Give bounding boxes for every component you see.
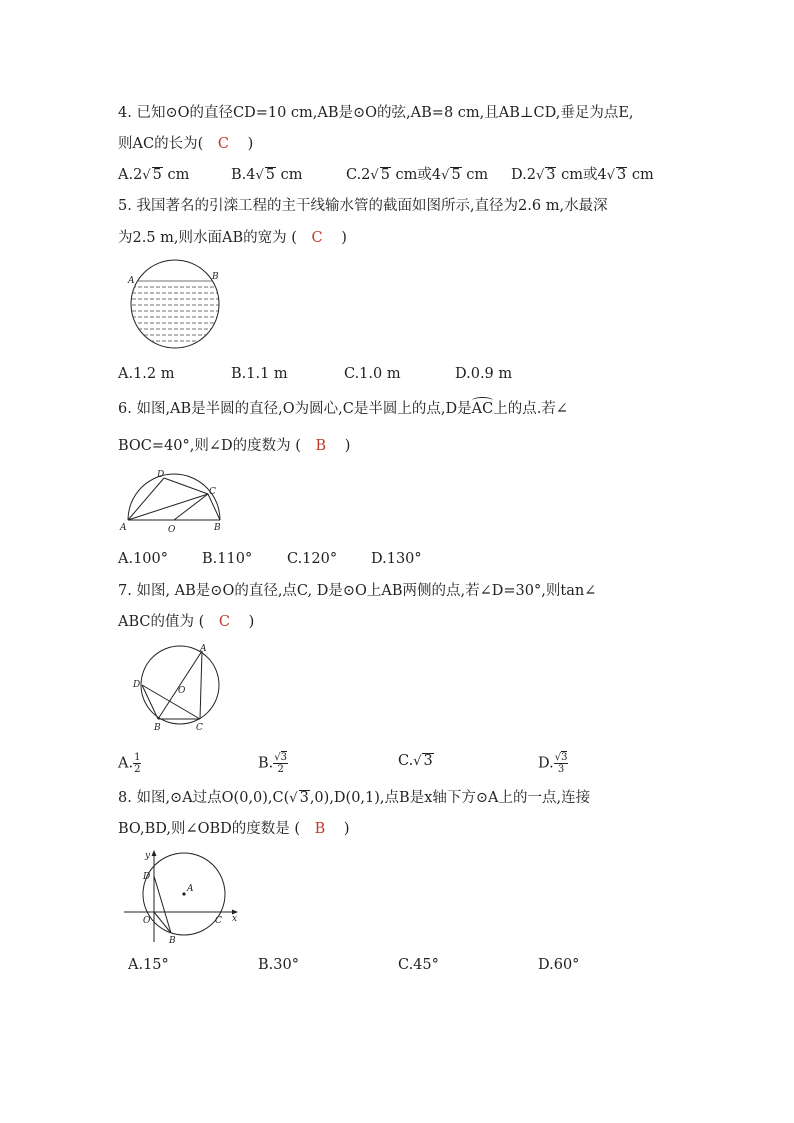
q5-option-a: A.1.2 m — [118, 366, 175, 382]
q8-label-y: y — [145, 851, 151, 861]
q7-circle-figure — [128, 643, 238, 743]
q7-opt-b-numerator: √3 — [274, 752, 288, 763]
q4-option-c — [346, 166, 488, 185]
q6-label-o: O — [168, 525, 176, 535]
q4-option-b — [231, 166, 303, 185]
q5-label-a: A — [128, 276, 135, 286]
q8-answer: B — [314, 821, 326, 837]
radical-sign-icon: √ — [413, 754, 422, 769]
q8-label-a: A — [187, 884, 194, 894]
q7-stem-line1: 7. 如图, AB是⊙O的直径,点C, D是⊙O上AB两侧的点,若∠D=30°,则tan∠ — [118, 583, 597, 599]
q5-answer: C — [311, 230, 323, 246]
q7-opt-d-letter: D. — [538, 755, 554, 772]
q4-opt-d-coef: D.2 — [511, 167, 536, 183]
q7-opt-c-letter: C. — [398, 753, 414, 769]
q5-stem-text: 为2.5 m,则水面AB的宽为 ( — [118, 230, 297, 246]
q7-opt-b-denominator: 2 — [277, 764, 284, 775]
radical-sign-icon: √ — [441, 168, 450, 183]
diameter-ab — [158, 651, 202, 719]
q7-opt-a-numerator: 1 — [134, 752, 141, 763]
y-axis-arrow-icon — [152, 850, 157, 856]
q5-stem-line2 — [118, 229, 347, 247]
center-point-a — [182, 892, 185, 895]
q8-option-c: C.45° — [398, 957, 439, 973]
q6-stem-line1 — [118, 400, 568, 418]
q8-coordinate-figure — [120, 848, 250, 948]
q7-opt-b-radicand: 3 — [280, 752, 288, 763]
q6-label-c: C — [209, 487, 216, 497]
q6-option-a: A.100° — [118, 551, 169, 567]
q7-stem-text: ABC的值为 ( — [118, 614, 205, 630]
q8-label-x: x — [232, 914, 238, 924]
q6-option-c: C.120° — [287, 551, 338, 567]
q4-opt-c-unit: cm — [461, 167, 489, 183]
q4-answer: C — [217, 136, 229, 152]
q7-option-d — [538, 752, 568, 775]
segment-dc — [164, 478, 208, 494]
q4-opt-d-radicand2: 3 — [617, 167, 627, 183]
q5-label-b: B — [212, 272, 219, 282]
q7-opt-d-denominator: 3 — [557, 764, 565, 775]
q7-option-b — [258, 752, 288, 775]
semicircle-arc — [128, 474, 220, 520]
q8-stem-close: ) — [343, 821, 350, 837]
segment-ob — [154, 912, 171, 933]
q7-answer: C — [218, 614, 230, 630]
q4-opt-d-mid: cm或4 — [556, 167, 607, 183]
q4-opt-c-mid: cm或4 — [390, 167, 442, 183]
q6-label-b: B — [214, 523, 221, 533]
q4-option-d — [511, 166, 654, 185]
segment-oc — [174, 494, 208, 520]
q8-label-o: O — [143, 916, 151, 926]
q7-option-a — [118, 752, 141, 775]
q7-opt-a-fraction — [133, 752, 141, 775]
q7-label-c: C — [196, 723, 203, 733]
q8-label-c: C — [215, 916, 222, 926]
q8-option-b: B.30° — [258, 957, 299, 973]
q4-opt-c-coef: C.2 — [346, 167, 371, 183]
q7-opt-b-fraction — [273, 752, 288, 775]
q8-stem-text: 8. 如图,⊙A过点O(0,0),C( — [118, 790, 290, 806]
q6-label-a: A — [120, 523, 127, 533]
radical-sign-icon: √ — [535, 168, 545, 183]
q8-label-b: B — [169, 936, 176, 946]
q7-label-b: B — [154, 723, 161, 733]
q6-stem-close: ) — [344, 438, 351, 454]
radical-sign-icon: √ — [142, 168, 151, 183]
q7-opt-d-numerator: √3 — [554, 752, 568, 763]
q8-stem-text2: BO,BD,则∠OBD的度数是 ( — [118, 821, 301, 837]
segment-ac — [128, 494, 208, 520]
q6-stem-text2: BOC=40°,则∠D的度数为 ( — [118, 438, 301, 454]
q8-stem-line1 — [118, 789, 590, 808]
q7-option-c — [398, 752, 434, 771]
q8-option-a: A.15° — [128, 957, 169, 973]
q4-stem-line1: 4. 已知⊙O的直径CD=10 cm,AB是⊙O的弦,AB=8 cm,且AB⊥CD,垂足为点E, — [118, 105, 634, 121]
q4-opt-a-radicand: 5 — [152, 167, 162, 183]
q7-opt-a-letter: A. — [118, 755, 134, 772]
q4-stem-close: ) — [247, 136, 254, 152]
q6-stem-text: 6. 如图,AB是半圆的直径,O为圆心,C是半圆上的点,D是 — [118, 401, 472, 417]
q6-answer: B — [315, 438, 327, 454]
q4-opt-a-unit: cm — [162, 167, 190, 183]
q7-opt-d-fraction — [554, 752, 569, 775]
q4-opt-d-unit: cm — [627, 167, 654, 183]
q7-label-d: D — [133, 680, 141, 690]
q4-stem-text: 则AC的长为( — [118, 136, 204, 152]
segment-dc — [142, 685, 200, 719]
q4-opt-c-radicand2: 5 — [451, 167, 461, 183]
q7-opt-a-denominator: 2 — [134, 764, 141, 775]
q8-stem-text-b: ,0),D(0,1),点B是x轴下方⊙A上的一点,连接 — [309, 790, 591, 806]
q4-opt-a-coef: A.2 — [118, 167, 143, 183]
q6-label-d: D — [157, 470, 165, 480]
q7-opt-c-radicand: 3 — [423, 753, 433, 769]
q4-stem-line2 — [118, 135, 253, 153]
q5-stem-line1: 5. 我国著名的引滦工程的主干线输水管的截面如图所示,直径为2.6 m,水最深 — [118, 198, 608, 214]
q6-stem-line2 — [118, 437, 350, 455]
q8-label-d: D — [143, 872, 151, 882]
q4-opt-c-radicand: 5 — [380, 167, 390, 183]
q7-label-a: A — [200, 644, 207, 654]
q6-option-b: B.110° — [202, 551, 253, 567]
q7-label-o: O — [178, 686, 186, 696]
q7-opt-d-radicand: 3 — [561, 752, 568, 763]
segment-ac — [200, 651, 202, 719]
q6-stem-text-b: 上的点.若∠ — [493, 401, 568, 417]
q8-stem-line2 — [118, 820, 350, 838]
q8-option-d: D.60° — [538, 957, 580, 973]
q4-opt-b-unit: cm — [276, 167, 303, 183]
q4-opt-b-coef: B.4 — [231, 167, 256, 183]
q6-arc-ac: AC — [471, 401, 494, 417]
q7-stem-line2 — [118, 613, 254, 631]
q5-stem-close: ) — [341, 230, 347, 246]
q5-option-c: C.1.0 m — [344, 366, 401, 382]
radical-sign-icon: √ — [255, 168, 264, 183]
q4-option-a — [118, 166, 189, 185]
q8-stem-radicand: 3 — [299, 790, 309, 806]
q5-option-d: D.0.9 m — [455, 366, 513, 382]
q4-opt-b-radicand: 5 — [265, 167, 276, 183]
q7-opt-b-letter: B. — [258, 755, 274, 772]
q4-opt-d-radicand: 3 — [546, 167, 556, 183]
q5-option-b: B.1.1 m — [231, 366, 288, 382]
radical-sign-icon: √ — [606, 168, 615, 183]
q5-pipe-figure — [120, 262, 230, 362]
radical-sign-icon: √ — [289, 791, 298, 806]
q6-semicircle-figure — [120, 468, 230, 538]
q6-option-d: D.130° — [371, 551, 422, 567]
q7-stem-close: ) — [248, 614, 255, 630]
radical-sign-icon: √ — [370, 168, 379, 183]
